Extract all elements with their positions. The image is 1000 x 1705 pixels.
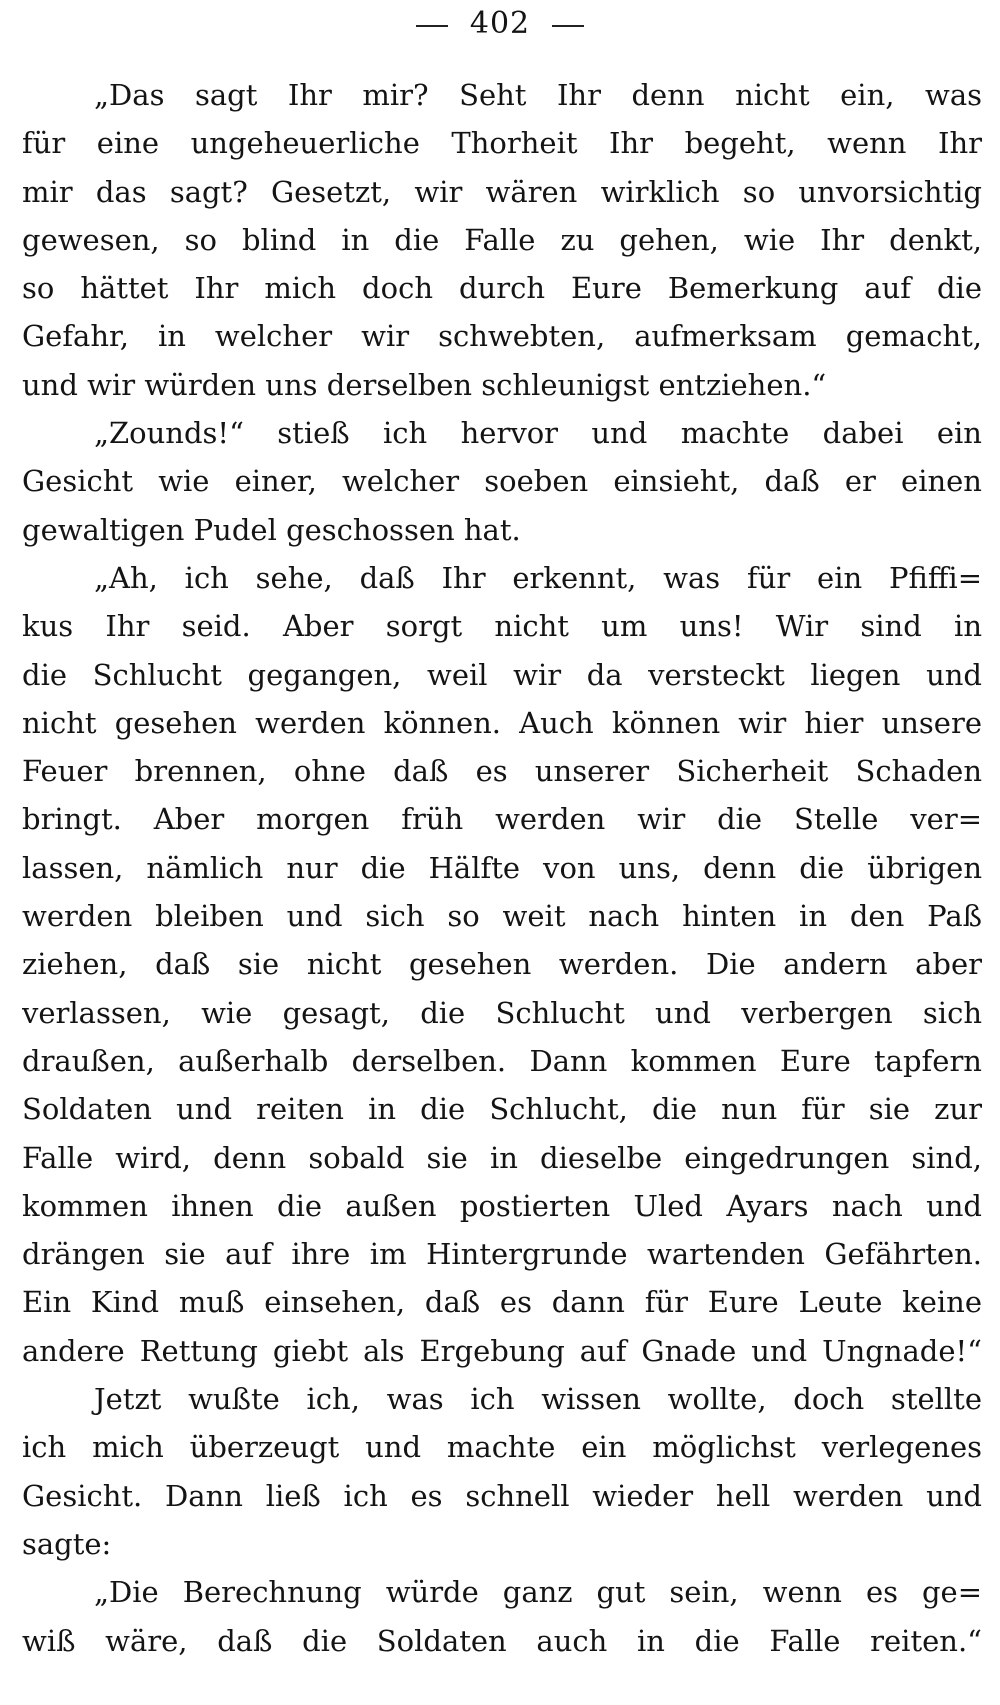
text-line: für eine ungeheuerliche Thorheit Ihr begeht, wenn Ihr <box>22 126 982 161</box>
text-line: gewaltigen Pudel geschossen hat. <box>22 512 521 547</box>
text-line: sagte: <box>22 1526 112 1561</box>
body-text <box>22 71 982 1665</box>
text-line: kus Ihr seid. Aber sorgt nicht um uns! Wir sind in <box>22 609 982 644</box>
text-line: so hättet Ihr mich doch durch Eure Bemerkung auf die <box>22 271 982 306</box>
text-line: bringt. Aber morgen früh werden wir die Stelle ver= <box>22 802 982 837</box>
header-dash-left <box>416 25 448 27</box>
header-dash-right <box>552 25 584 27</box>
text-line: draußen, außerhalb derselben. Dann kommen Eure tapfern <box>22 1043 982 1078</box>
text-line: „Die Berechnung würde ganz gut sein, wenn es ge= <box>94 1575 982 1610</box>
text-line: „Ah, ich sehe, daß Ihr erkennt, was für ein Pfiffi= <box>94 560 982 595</box>
page-number: 402 <box>469 5 531 41</box>
text-line: kommen ihnen die außen postierten Uled Ayars nach und <box>22 1188 982 1223</box>
text-line: Ein Kind muß einsehen, daß es dann für Eure Leute keine <box>22 1285 982 1320</box>
text-line: Jetzt wußte ich, was ich wissen wollte, doch stellte <box>94 1382 982 1417</box>
text-line: andere Rettung giebt als Ergebung auf Gnade und Ungnade!“ <box>22 1333 982 1368</box>
text-line: nicht gesehen werden können. Auch können wir hier unsere <box>22 705 982 740</box>
text-line: gewesen, so blind in die Falle zu gehen, wie Ihr denkt, <box>22 222 982 257</box>
text-line: Falle wird, denn sobald sie in dieselbe eingedrungen sind, <box>22 1140 982 1175</box>
text-line: werden bleiben und sich so weit nach hinten in den Paß <box>22 899 982 934</box>
text-line: Gesicht wie einer, welcher soeben einsieht, daß er einen <box>22 464 982 499</box>
text-line: „Zounds!“ stieß ich hervor und machte dabei ein <box>94 416 982 451</box>
page-header <box>0 0 1000 46</box>
text-line: Gesicht. Dann ließ ich es schnell wieder hell werden und <box>22 1478 982 1513</box>
text-line: mir das sagt? Gesetzt, wir wären wirklich so unvorsichtig <box>22 174 982 209</box>
text-line: lassen, nämlich nur die Hälfte von uns, denn die übrigen <box>22 850 982 885</box>
text-line: und wir würden uns derselben schleunigst entziehen.“ <box>22 367 827 402</box>
text-line: „Das sagt Ihr mir? Seht Ihr denn nicht ein, was <box>94 78 982 112</box>
text-line: Gefahr, in welcher wir schwebten, aufmerksam gemacht, <box>22 319 982 354</box>
text-line: verlassen, wie gesagt, die Schlucht und verbergen sich <box>22 995 982 1030</box>
text-line: drängen sie auf ihre im Hintergrunde wartenden Gefährten. <box>22 1237 982 1272</box>
text-line: die Schlucht gegangen, weil wir da versteckt liegen und <box>22 657 982 692</box>
text-line: Soldaten und reiten in die Schlucht, die nun für sie zur <box>22 1092 982 1127</box>
text-line: ziehen, daß sie nicht gesehen werden. Die andern aber <box>22 947 982 982</box>
text-line: wiß wäre, daß die Soldaten auch in die Falle reiten.“ <box>22 1623 982 1658</box>
text-line: Feuer brennen, ohne daß es unserer Sicherheit Schaden <box>22 754 982 789</box>
text-line: ich mich überzeugt und machte ein möglichst verlegenes <box>22 1430 982 1465</box>
